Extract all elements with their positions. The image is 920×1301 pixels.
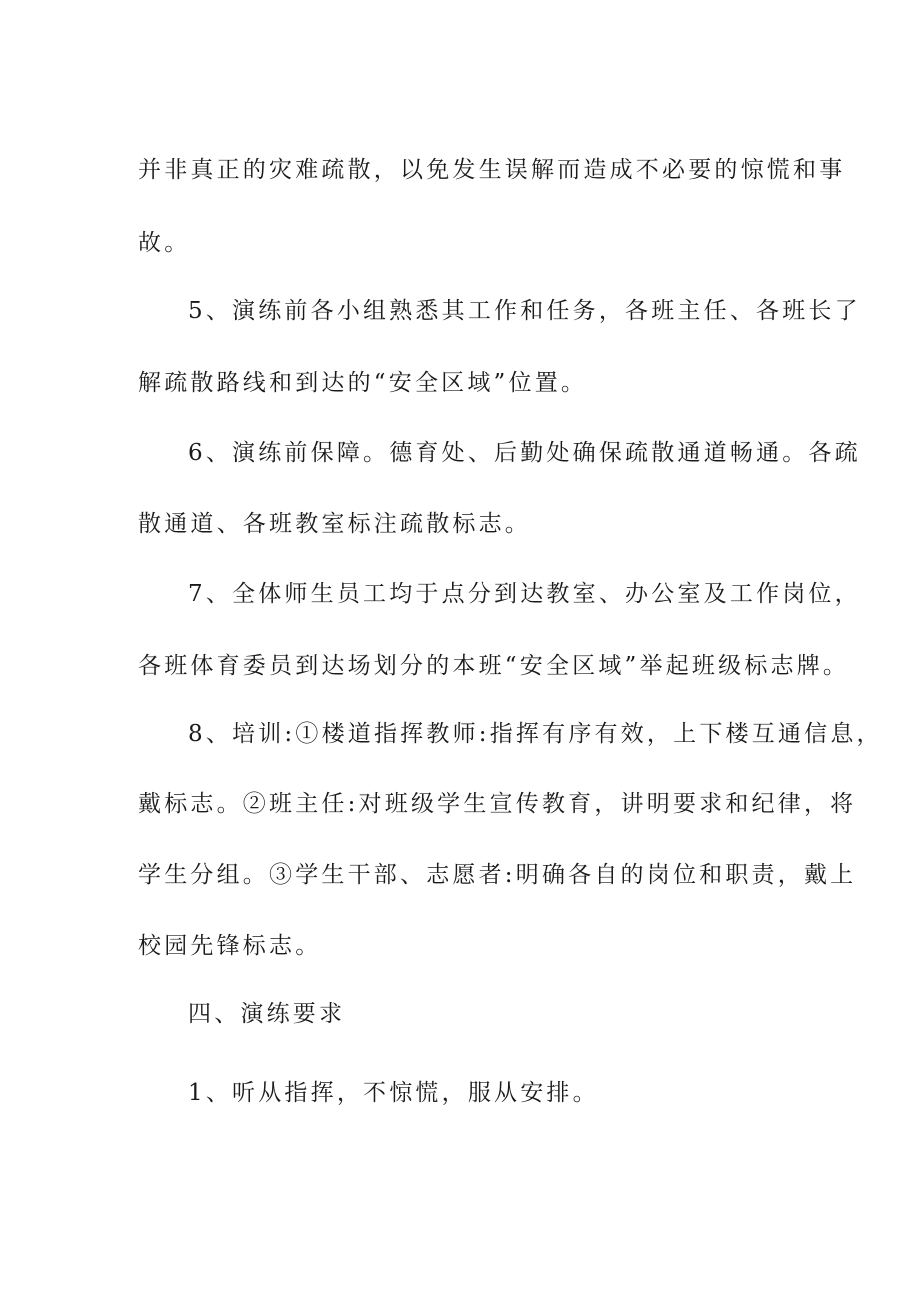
section-heading: 四、演练要求 xyxy=(188,1001,346,1027)
paragraph-line: 并非真正的灾难疏散，以免发生误解而造成不必要的惊慌和事 xyxy=(138,157,846,183)
item-7-line: 各班体育委员到达场划分的本班“安全区域”举起班级标志牌。 xyxy=(138,653,850,679)
item-5-line: 解疏散路线和到达的“安全区域”位置。 xyxy=(138,370,588,396)
item-5-line: 5、演练前各小组熟悉其工作和任务，各班主任、各班长了 xyxy=(188,298,861,324)
item-8-line: 学生分组。③学生干部、志愿者:明确各自的岗位和职责，戴上 xyxy=(138,862,857,888)
item-6-line: 6、演练前保障。德育处、后勤处确保疏散通道畅通。各疏 xyxy=(188,440,861,466)
item-8-line: 校园先锋标志。 xyxy=(138,933,322,959)
requirement-1-line: 1、听从指挥，不惊慌，服从安排。 xyxy=(188,1080,599,1106)
item-8-line: 戴标志。②班主任:对班级学生宣传教育，讲明要求和纪律，将 xyxy=(138,791,857,817)
item-8-line: 8、培训:①楼道指挥教师:指挥有序有效，上下楼互通信息， xyxy=(188,721,883,747)
item-7-line: 7、全体师生员工均于点分到达教室、办公室及工作岗位， xyxy=(188,581,861,607)
paragraph-line: 故。 xyxy=(138,230,191,256)
item-6-line: 散通道、各班教室标注疏散标志。 xyxy=(138,511,531,537)
